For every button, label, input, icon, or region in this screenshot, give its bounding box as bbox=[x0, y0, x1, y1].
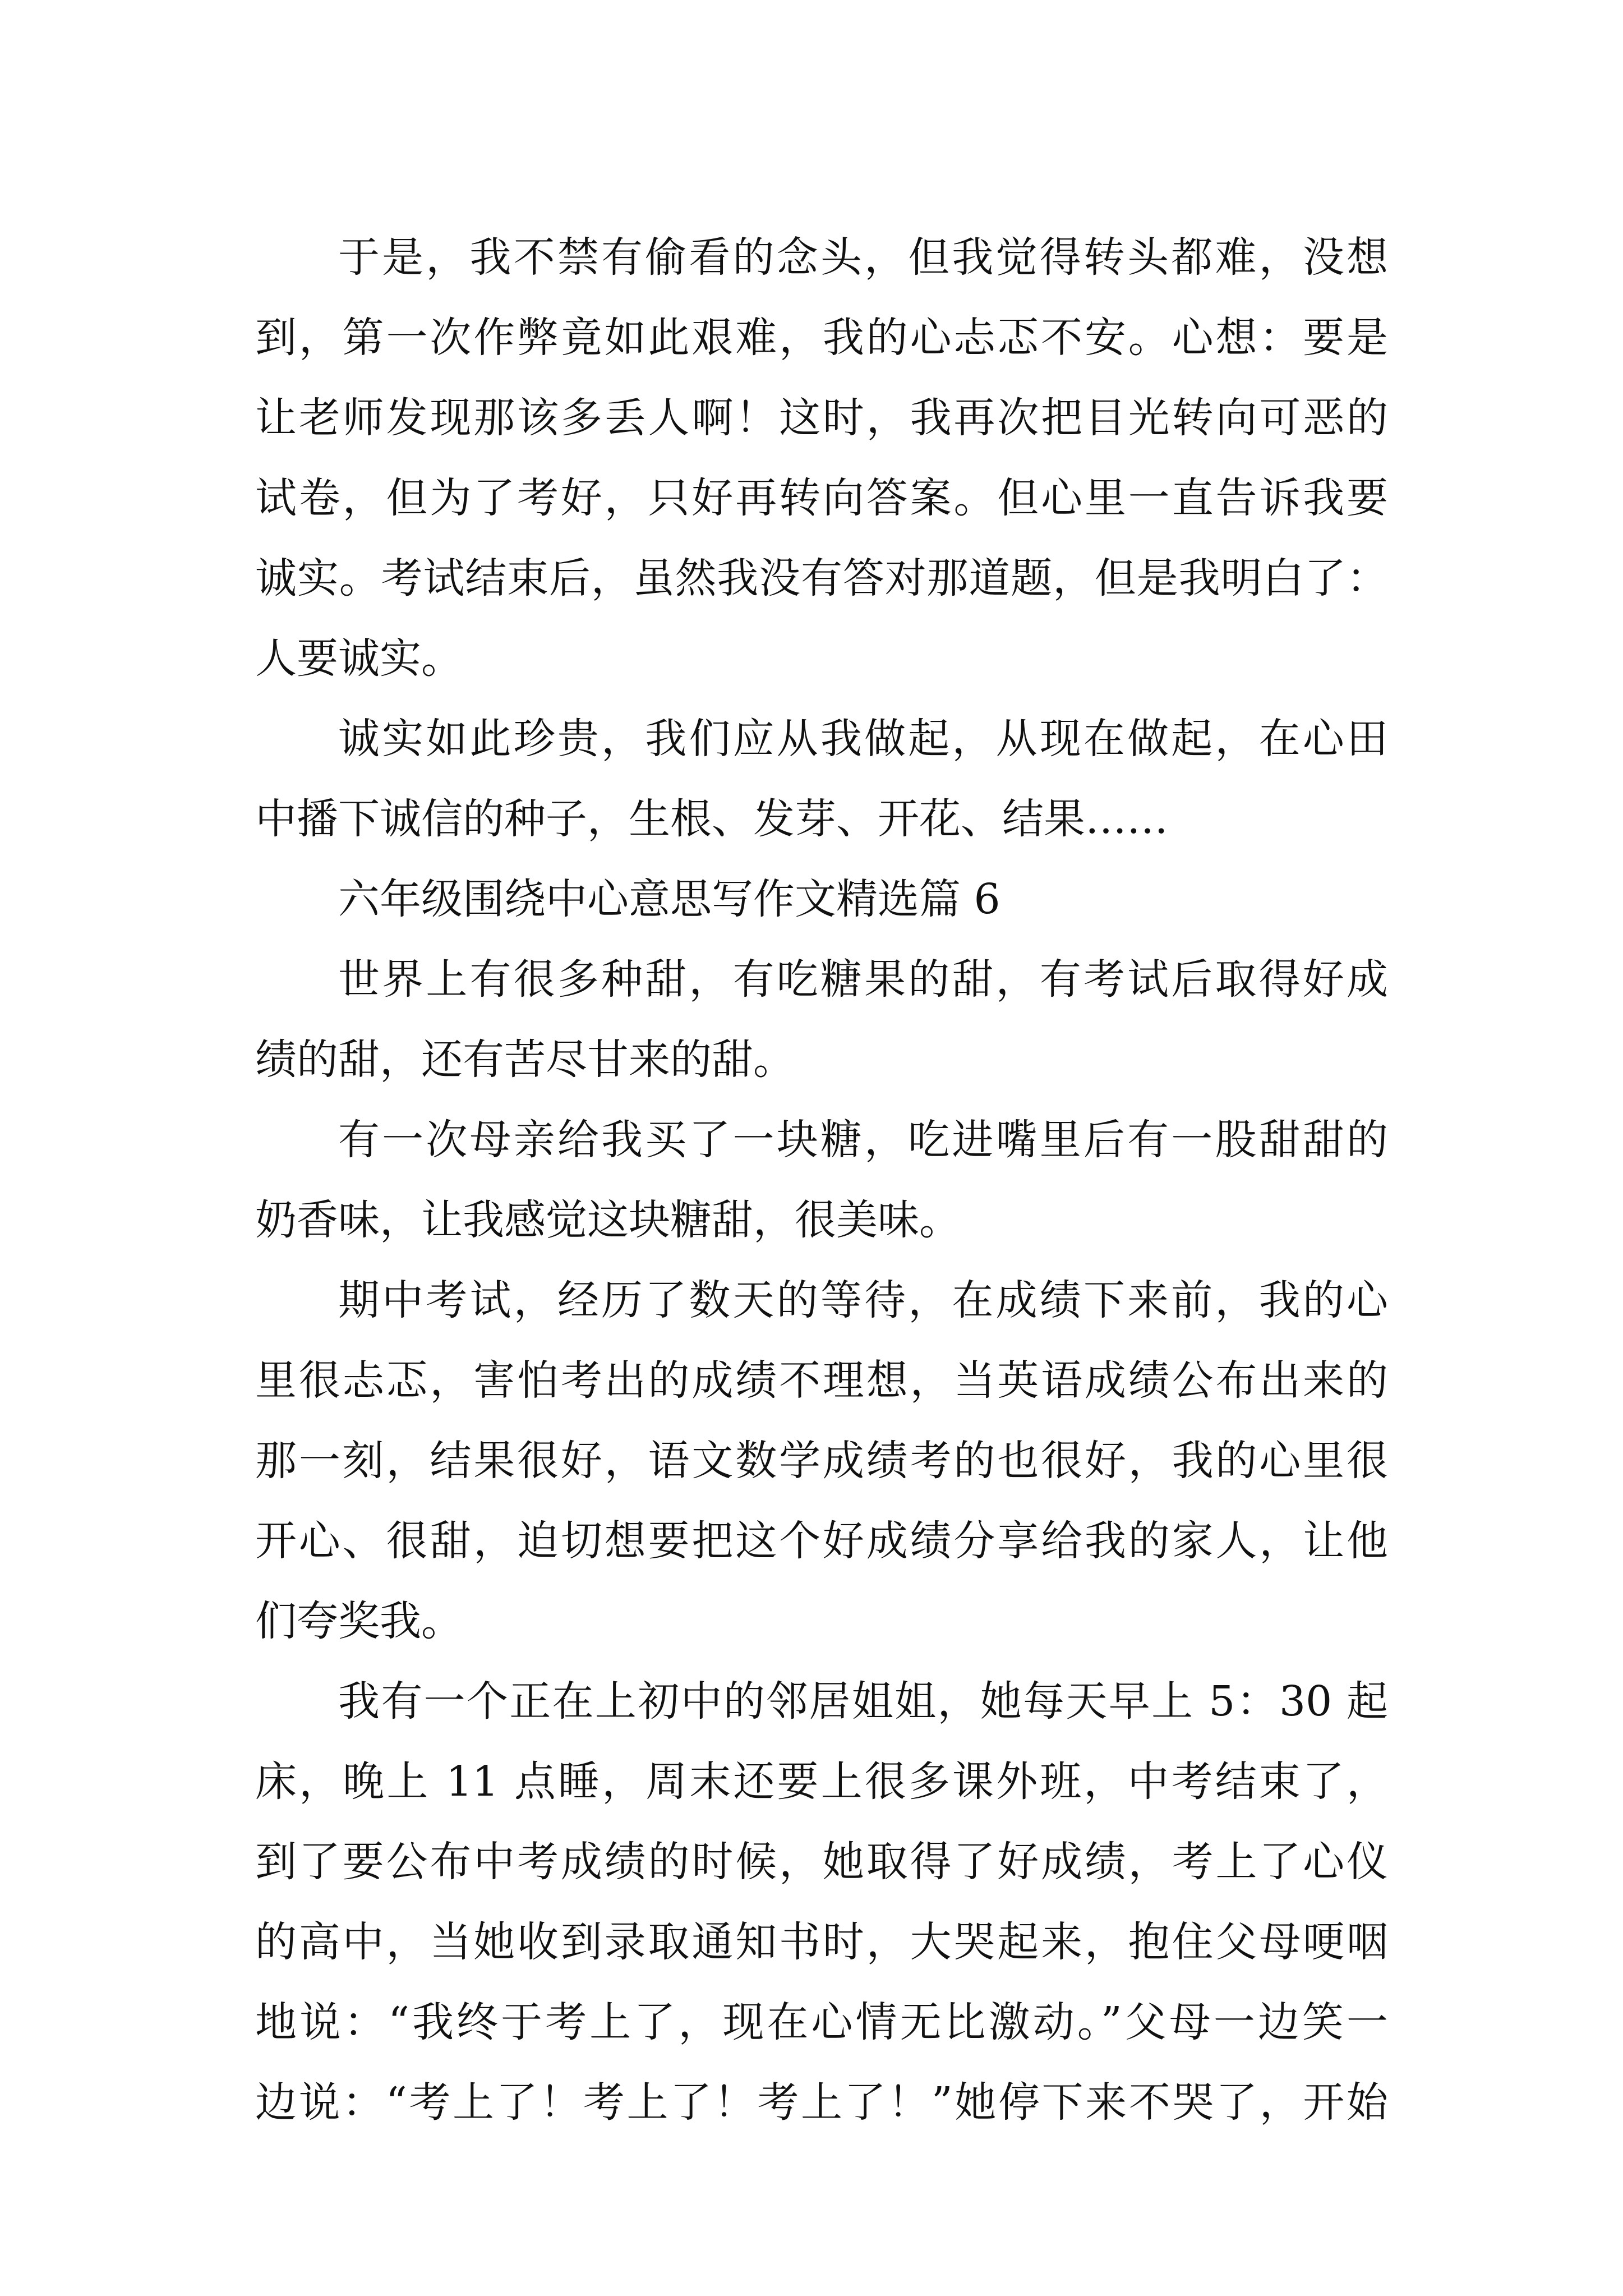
text-line: 我有一个正在上初中的邻居姐姐，她每天早上 5：30 起 bbox=[338, 1677, 1388, 1726]
text-line: 人要诚实。 bbox=[255, 634, 463, 683]
text-line: 六年级围绕中心意思写作文精选篇 6 bbox=[338, 875, 1000, 923]
text-line: 开心、很甜，迫切想要把这个好成绩分享给我的家人，让他 bbox=[255, 1517, 1388, 1565]
text-line: 边说：“考上了！考上了！考上了！”她停下来不哭了，开始 bbox=[255, 2078, 1388, 2127]
text-line: 诚实如此珍贵，我们应从我做起，从现在做起，在心田 bbox=[338, 715, 1388, 763]
text-line: 到，第一次作弊竟如此艰难，我的心忐忑不安。心想：要是 bbox=[255, 314, 1388, 362]
text-line: 里很忐忑，害怕考出的成绩不理想，当英语成绩公布出来的 bbox=[255, 1356, 1388, 1405]
text-line: 诚实。考试结束后，虽然我没有答对那道题，但是我明白了： bbox=[255, 554, 1388, 602]
text-line: 奶香味，让我感觉这块糖甜，很美味。 bbox=[255, 1196, 961, 1244]
text-line: 那一刻，结果很好，语文数学成绩考的也很好，我的心里很 bbox=[255, 1437, 1388, 1485]
text-line: 到了要公布中考成绩的时候，她取得了好成绩，考上了心仪 bbox=[255, 1838, 1388, 1886]
text-line: 试卷，但为了考好，只好再转向答案。但心里一直告诉我要 bbox=[255, 474, 1388, 522]
text-line: 于是，我不禁有偷看的念头，但我觉得转头都难，没想 bbox=[338, 233, 1388, 282]
text-line: 床，晚上 11 点睡，周末还要上很多课外班，中考结束了， bbox=[255, 1757, 1388, 1806]
text-line: 绩的甜，还有苦尽甘来的甜。 bbox=[255, 1036, 795, 1084]
text-line: 的高中，当她收到录取通知书时，大哭起来，抱住父母哽咽 bbox=[255, 1918, 1388, 1966]
text-line: 有一次母亲给我买了一块糖，吃进嘴里后有一股甜甜的 bbox=[338, 1116, 1388, 1164]
text-line: 期中考试，经历了数天的等待，在成绩下来前，我的心 bbox=[338, 1276, 1388, 1324]
text-line: 世界上有很多种甜，有吃糖果的甜，有考试后取得好成 bbox=[338, 955, 1388, 1004]
text-line: 地说：“我终于考上了，现在心情无比激动。”父母一边笑一 bbox=[255, 1998, 1388, 2046]
text-line: 们夸奖我。 bbox=[255, 1597, 463, 1645]
text-line: 让老师发现那该多丢人啊！这时，我再次把目光转向可恶的 bbox=[255, 394, 1388, 442]
text-line: 中播下诚信的种子，生根、发芽、开花、结果…… bbox=[255, 795, 1168, 843]
document-body bbox=[255, 218, 1388, 2143]
